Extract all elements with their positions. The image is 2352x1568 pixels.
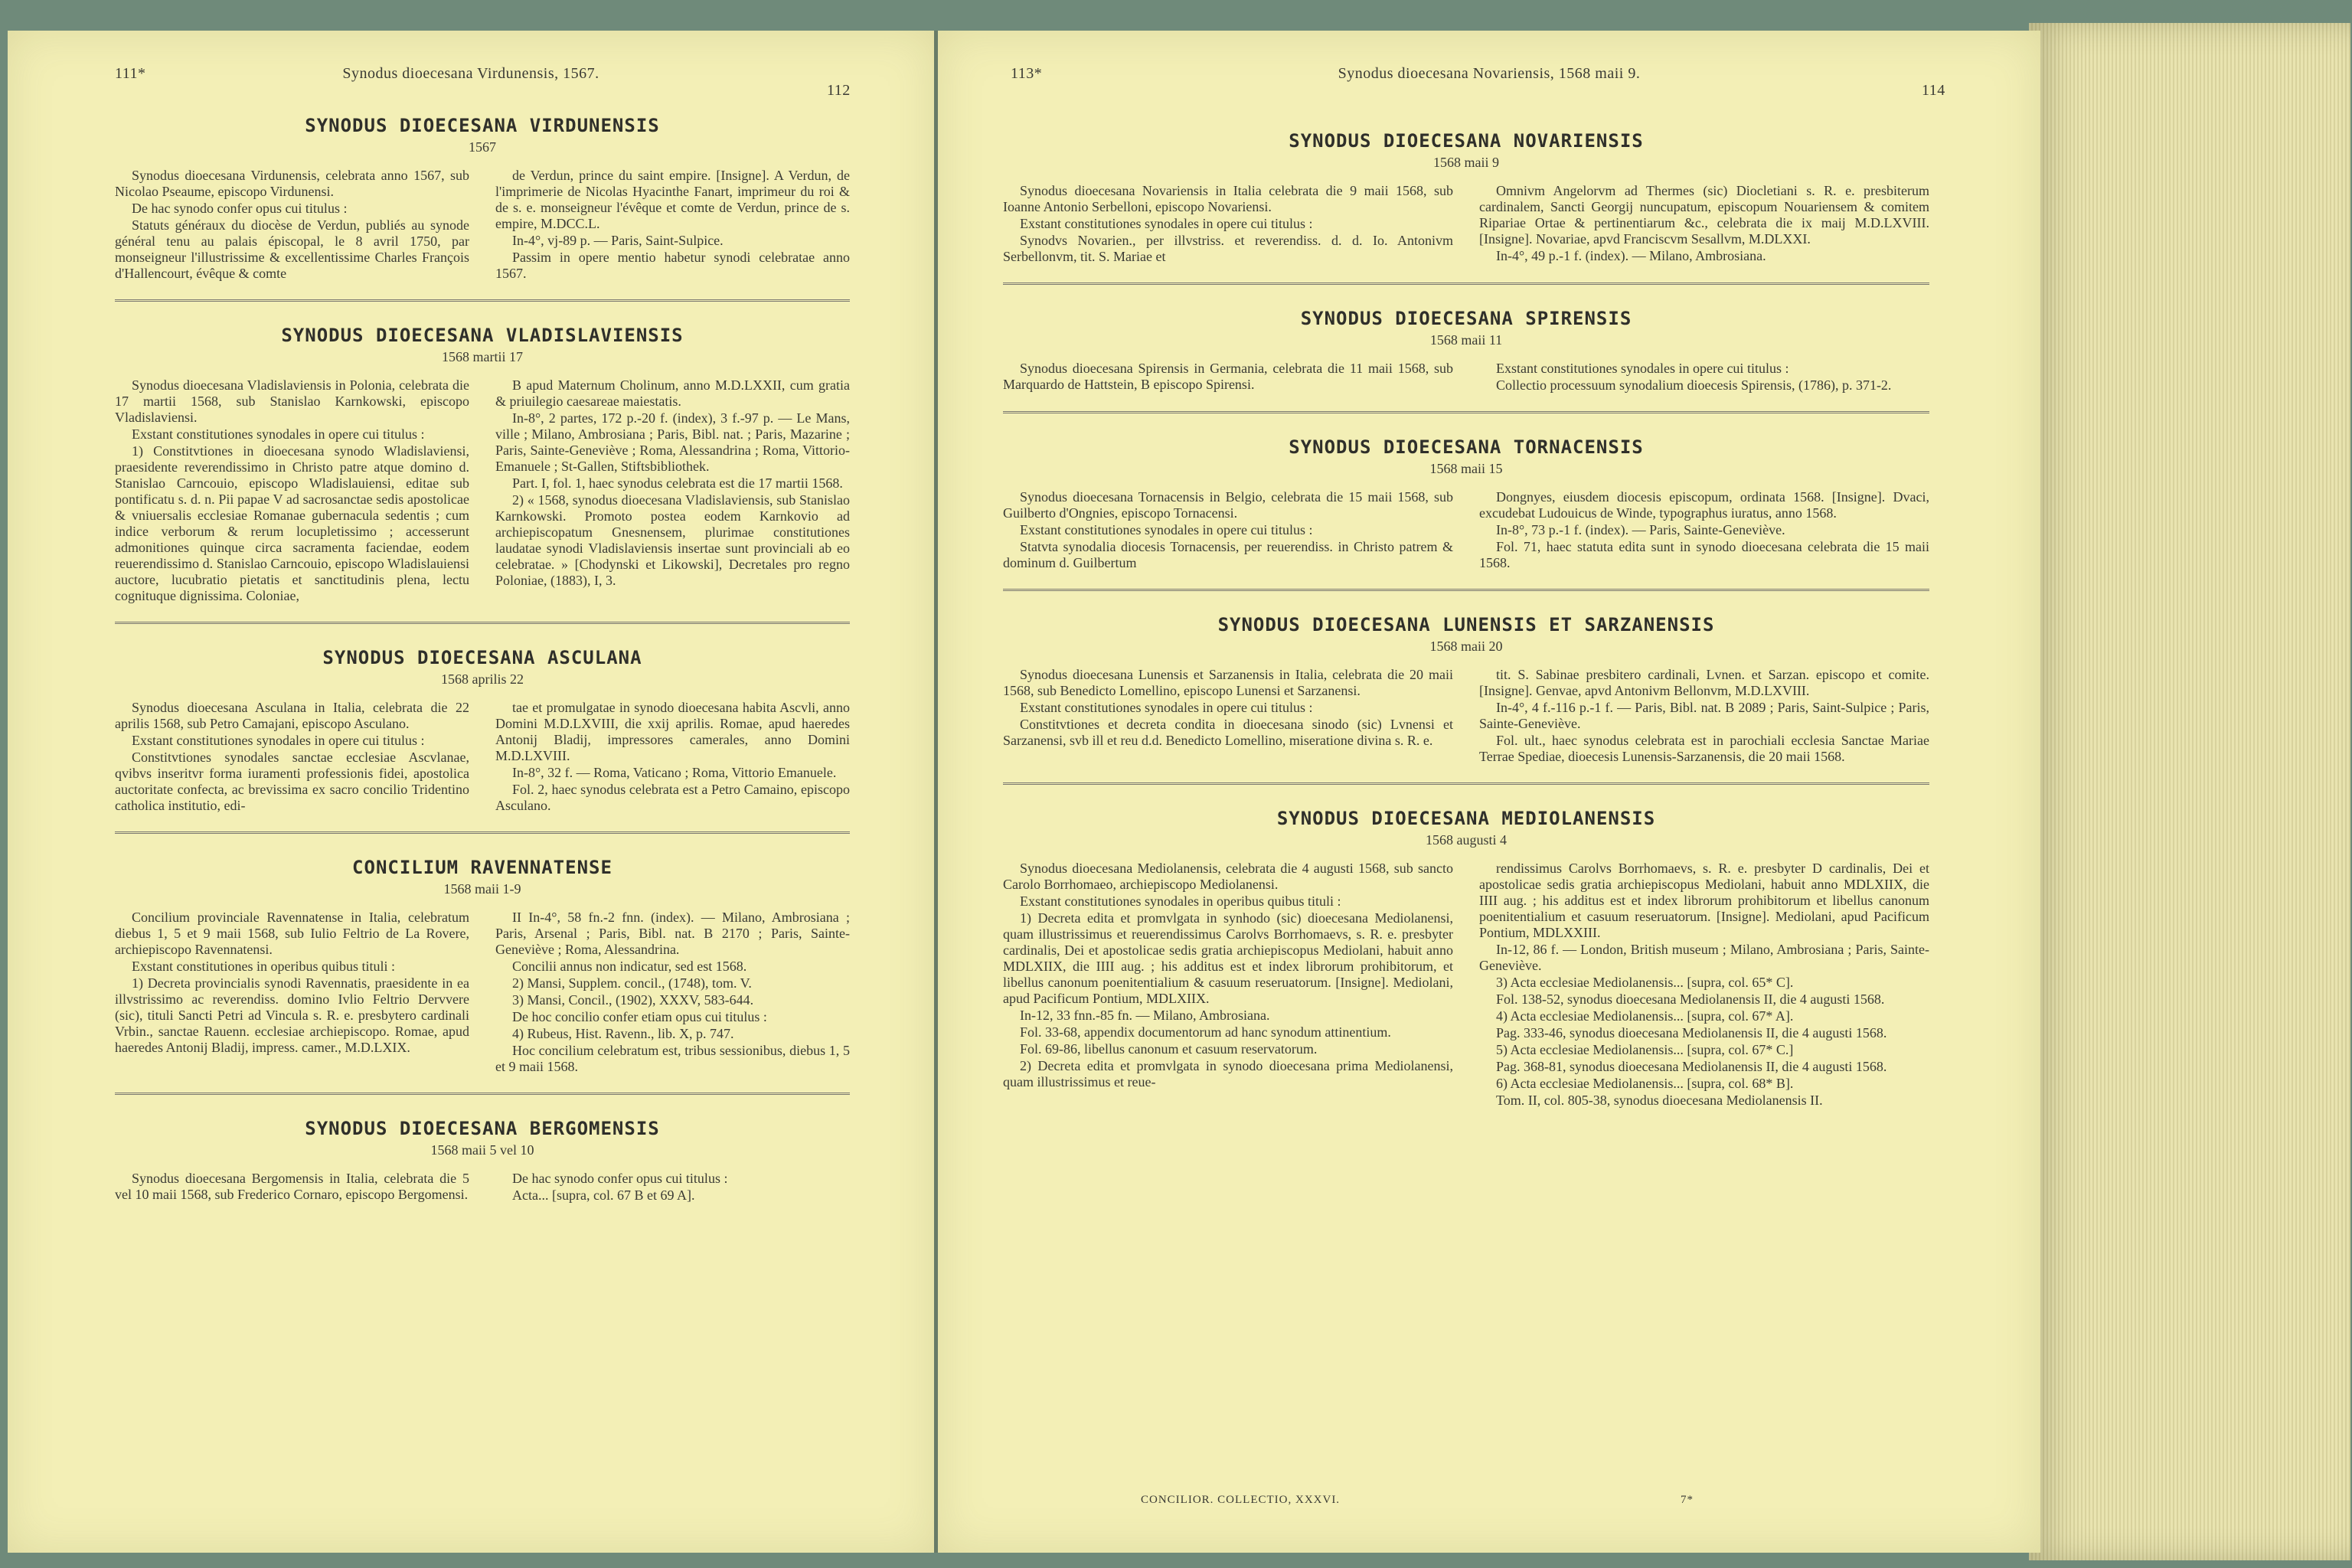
section-columns <box>115 377 850 605</box>
paragraph: Synodus dioecesana Vladislaviensis in Polonia, celebrata die 17 martii 1568, sub Stanislao Karnkowski, episcopo Vladislaviensi. <box>115 377 469 425</box>
section-title: SYNODUS DIOECESANA BERGOMENSIS <box>305 1118 660 1139</box>
section-title: SYNODUS DIOECESANA VIRDUNENSIS <box>305 115 660 136</box>
paragraph: Synodus dioecesana Virdunensis, celebrata anno 1567, sub Nicolao Pseaume, episcopo Virdunensi. <box>115 168 469 199</box>
paragraph: 3) Mansi, Concil., (1902), XXXV, 583-644. <box>512 992 754 1008</box>
paragraph: Fol. 69-86, libellus canonum et casuum reservatorum. <box>1020 1041 1318 1057</box>
paragraph: 1) Decreta edita et promvlgata in synhodo (sic) dioecesana Mediolanensi, quam illustrissimus et reuerendissimus Carolvs Borrhomaevs, s. R. e. presbyter cardinalis, Dei et apostolicae sedis gratia archiepiscopus Mediolani, habuit anno MDLXIIX, die IIII aug. ; his additus est et index librorum prohibitorum, et libellus canonum poenitentialium & casuum reseruatorum. [Insigne]. Mediolani, apud Pacificum Pontium, MDLXIIX. <box>1003 910 1453 1006</box>
section-title: CONCILIUM RAVENNATENSE <box>352 857 612 878</box>
text-column <box>115 1171 469 1204</box>
paragraph: Fol. 2, haec synodus celebrata est a Petro Camaino, episcopo Asculano. <box>495 782 850 813</box>
paragraph: Dongnyes, eiusdem diocesis episcopum, ordinata 1568. [Insigne]. Dvaci, excudebat Ludouicus de Winde, typographus iuratus, anno 1568. <box>1479 489 1929 521</box>
book-page-edges <box>2029 23 2350 1560</box>
section-date: 1568 maii 1-9 <box>443 881 521 897</box>
text-column <box>495 168 850 283</box>
paragraph: Fol. 33-68, appendix documentorum ad hanc synodum attinentium. <box>1020 1024 1391 1040</box>
text-column <box>1479 861 1929 1109</box>
paragraph: In-8°, 2 partes, 172 p.-20 f. (index), 3 f.-97 p. — Le Mans, ville ; Milano, Ambrosiana ; Paris, Bibl. nat. ; Paris, Mazarine ; Paris, Sainte-Geneviève ; Roma, Alessandrina ; Roma, Vittorio-Emanuele ; St-Gallen, Stiftsbibliothek. <box>495 410 850 474</box>
paragraph: In-4°, 49 p.-1 f. (index). — Milano, Ambrosiana. <box>1496 248 1766 263</box>
section-title: SYNODUS DIOECESANA ASCULANA <box>322 647 642 668</box>
section-title: SYNODUS DIOECESANA TORNACENSIS <box>1289 436 1644 458</box>
paragraph: 2) Decreta edita et promvlgata in synodo dioecesana prima Mediolanensi, quam illustrissimus et reue- <box>1003 1058 1453 1089</box>
left-sections <box>115 115 850 1204</box>
paragraph: De hac synodo confer opus cui titulus : <box>132 201 348 216</box>
paragraph: Synodvs Novarien., per illvstriss. et reverendiss. d. d. Io. Antonivm Serbellonvm, tit. S. Mariae et <box>1003 233 1453 264</box>
collection-footer: CONCILIOR. COLLECTIO, XXXVI. <box>1141 1494 1341 1506</box>
text-column <box>1479 361 1929 394</box>
paragraph: Synodus dioecesana Asculana in Italia, celebrata die 22 aprilis 1568, sub Petro Camajani, episcopo Asculano. <box>115 700 469 731</box>
text-column <box>495 700 850 815</box>
section-columns <box>115 700 850 815</box>
text-column <box>1003 489 1453 572</box>
paragraph: Fol. 138-52, synodus dioecesana Mediolanensis II, die 4 augusti 1568. <box>1496 991 1885 1007</box>
section-date: 1568 maii 9 <box>1433 155 1499 170</box>
paragraph: Pag. 368-81, synodus dioecesana Mediolanensis II, die 4 augusti 1568. <box>1496 1059 1887 1074</box>
paragraph: Acta... [supra, col. 67 B et 69 A]. <box>512 1187 695 1203</box>
section <box>1003 308 1929 413</box>
section-columns <box>1003 489 1929 572</box>
paragraph: Fol. ult., haec synodus celebrata est in parochiali ecclesia Sanctae Mariae Terrae Spediae, dioecesis Lunensis-Sarzanensis, die 20 maii 1568. <box>1479 733 1929 764</box>
text-column <box>495 910 850 1076</box>
paragraph: Exstant constitutiones synodales in opere cui titulus : <box>1020 522 1313 537</box>
text-column <box>1003 361 1453 394</box>
left-page <box>8 31 934 1553</box>
section <box>1003 614 1929 785</box>
paragraph: Concilii annus non indicatur, sed est 1568. <box>512 959 747 974</box>
paragraph: 6) Acta ecclesiae Mediolanensis... [supra, col. 68* B]. <box>1496 1076 1794 1091</box>
section-columns <box>1003 667 1929 766</box>
text-column <box>495 377 850 605</box>
page-number-right: 112 <box>827 82 851 99</box>
paragraph: II In-4°, 58 fn.-2 fnn. (index). — Milano, Ambrosiana ; Paris, Arsenal ; Paris, Bibl. nat. B 2170 ; Paris, Sainte-Geneviève ; Roma, Alessandrina. <box>495 910 850 957</box>
paragraph: Synodus dioecesana Bergomensis in Italia, celebrata die 5 vel 10 maii 1568, sub Frederico Cornaro, episcopo Bergomensi. <box>115 1171 469 1202</box>
text-column <box>115 168 469 283</box>
text-column <box>115 377 469 605</box>
section-columns <box>115 1171 850 1204</box>
section <box>115 857 850 1095</box>
section <box>115 1118 850 1204</box>
paragraph: Omnivm Angelorvm ad Thermes (sic) Diocletiani s. R. e. presbiterum cardinalem, Sancti Georgij nuncupatum, episcopum Nouariensem & comitem Ripariae Ortae & pertinentiarum &c., celebrata die ix maij M.D.LXVIII. [Insigne]. Novariae, apvd Franciscvm Sesallvm, M.DLXXI. <box>1479 183 1929 247</box>
paragraph: Statvta synodalia diocesis Tornacensis, per reuerendiss. in Christo patrem & dominum d. Guilbertum <box>1003 539 1453 570</box>
page-number-left: 111* <box>115 65 146 82</box>
paragraph: In-4°, vj-89 p. — Paris, Saint-Sulpice. <box>512 233 724 248</box>
section-date: 1567 <box>469 139 496 155</box>
section-divider <box>1003 782 1929 785</box>
paragraph: Synodus dioecesana Tornacensis in Belgio, celebrata die 15 maii 1568, sub Guilberto d'Ongnies, episcopo Tornacensi. <box>1003 489 1453 521</box>
paragraph: Exstant constitutiones synodales in opere cui titulus : <box>1496 361 1789 376</box>
section <box>1003 436 1929 591</box>
section-columns <box>1003 861 1929 1109</box>
paragraph: 5) Acta ecclesiae Mediolanensis... [supra, col. 67* C.] <box>1496 1042 1794 1057</box>
paragraph: 4) Acta ecclesiae Mediolanensis... [supra, col. 67* A]. <box>1496 1008 1794 1024</box>
section-divider <box>1003 411 1929 413</box>
paragraph: B apud Maternum Cholinum, anno M.D.LXXII, cum gratia & priuilegio caesareae maiestatis. <box>495 377 850 409</box>
paragraph: Hoc concilium celebratum est, tribus sessionibus, diebus 1, 5 et 9 maii 1568. <box>495 1043 850 1074</box>
section-divider <box>115 622 850 624</box>
section-date: 1568 maii 11 <box>1429 332 1503 348</box>
section-title: SYNODUS DIOECESANA SPIRENSIS <box>1300 308 1632 329</box>
text-column <box>1479 489 1929 572</box>
paragraph: Collectio processuum synodalium dioecesis Spirensis, (1786), p. 371-2. <box>1496 377 1892 393</box>
section-divider <box>115 299 850 302</box>
paragraph: In-8°, 73 p.-1 f. (index). — Paris, Sainte-Geneviève. <box>1496 522 1785 537</box>
signature-mark: 7* <box>1681 1494 1694 1506</box>
paragraph: Constitvtiones synodales sanctae ecclesiae Ascvlanae, qvibvs inseritvr forma iuramenti professionis fidei, apostolica auctoritate confecta, ac brevissima ex sacro concilio Tridentino catholica institutio, edi- <box>115 750 469 813</box>
section-title: SYNODUS DIOECESANA LUNENSIS ET SARZANENSIS <box>1217 614 1715 635</box>
paragraph: 2) « 1568, synodus dioecesana Vladislaviensis, sub Stanislao Karnkowski. Promoto postea eodem Karnkovio ad archiepiscopatum Gnesnensem, plurimae constitutiones laudatae synodi Vladislaviensis insertae sunt provinciali ab eo celebratae. » [Chodynski et Likowski], Decretales pro regno Poloniae, (1883), I, 3. <box>495 492 850 588</box>
paragraph: rendissimus Carolvs Borrhomaevs, s. R. e. presbyter D cardinalis, Dei et apostolicae sedis gratia archiepiscopus Mediolani, habuit anno MDLXIIX, die IIII aug. ; his additus est et index librorum prohibitorum et libellus canonum poenitentialium et casuum reseruatorum. [Insigne]. Mediolani, apud Pacificum Pontium, MDLXXIII. <box>1479 861 1929 940</box>
paragraph: 1) Decreta provincialis synodi Ravennatis, praesidente in ea illvstrissimo ac reverendiss. domino Ivlio Feltrio Dervvere (sic), tituli Sancti Petri ad Vincula s. R. e. presbytero cardinali Vrbin., sanctae Rauenn. ecclesiae archiepiscopo. Romae, apud haeredes Antonij Bladij, impress. camer., M.D.LXIX. <box>115 975 469 1055</box>
section-columns <box>1003 183 1929 266</box>
section-date: 1568 aprilis 22 <box>441 671 524 687</box>
right-page <box>938 31 2040 1553</box>
paragraph: de Verdun, prince du saint empire. [Insigne]. A Verdun, de l'imprimerie de Nicolas Hyacinthe Fanart, imprimeur du roi & de s. e. monseigneur l'évêque et comte de Verdun, prince de s. empire, M.DCC.L. <box>495 168 850 231</box>
paragraph: De hac synodo confer opus cui titulus : <box>512 1171 728 1186</box>
paragraph: In-12, 33 fnn.-85 fn. — Milano, Ambrosiana. <box>1020 1008 1270 1023</box>
paragraph: 1) Constitvtiones in dioecesana synodo Wladislaviensi, praesidente reverendissimo in Christo patre atque domino d. Stanislao Carncouio, episcopo Wladislauiensi, editae sub pontificatu s. d. n. Pii papae V ad sacrosanctae sedis apostolicae & vniuersalis ecclesiae Romanae gubernacula sedentis ; cum indice verborum & rerum locupletissimo ; accesserunt admonitiones quinque circa sacramenta faciendae, eodem reuerendissimo d. Stanislao Carncouio, episcopo Wladislauiensi auctore, lucubratio pietatis et sanctitudinis plena, lectu cognituque dignissima. Coloniae, <box>115 443 469 603</box>
text-column <box>495 1171 850 1204</box>
paragraph: Exstant constitutiones in operibus quibus tituli : <box>132 959 395 974</box>
paragraph: 3) Acta ecclesiae Mediolanensis... [supra, col. 65* C]. <box>1496 975 1794 990</box>
paragraph: Synodus dioecesana Novariensis in Italia celebrata die 9 maii 1568, sub Ioanne Antonio Serbelloni, episcopo Novariensi. <box>1003 183 1453 214</box>
text-column <box>1479 667 1929 766</box>
text-column <box>115 700 469 815</box>
paragraph: Fol. 71, haec statuta edita sunt in synodo dioecesana celebrata die 15 maii 1568. <box>1479 539 1929 570</box>
text-column <box>1479 183 1929 266</box>
paragraph: In-12, 86 f. — London, British museum ; Milano, Ambrosiana ; Paris, Sainte-Geneviève. <box>1479 942 1929 973</box>
running-header-right <box>938 65 2040 99</box>
section-divider <box>1003 283 1929 285</box>
paragraph: Exstant constitutiones synodales in opere cui titulus : <box>1020 700 1313 715</box>
section-title: SYNODUS DIOECESANA NOVARIENSIS <box>1289 130 1644 152</box>
paragraph: 4) Rubeus, Hist. Ravenn., lib. X, p. 747. <box>512 1026 734 1041</box>
text-column <box>1003 183 1453 266</box>
section-columns <box>1003 361 1929 394</box>
section <box>1003 808 1929 1109</box>
running-header-left <box>8 65 934 99</box>
page-number-left: 113* <box>1011 65 1043 82</box>
paragraph: Synodus dioecesana Mediolanensis, celebrata die 4 augusti 1568, sub sancto Carolo Borrhomaeo, archiepiscopo Mediolanensi. <box>1003 861 1453 892</box>
paragraph: Passim in opere mentio habetur synodi celebratae anno 1567. <box>495 250 850 281</box>
paragraph: Synodus dioecesana Spirensis in Germania, celebrata die 11 maii 1568, sub Marquardo de Hattstein, B episcopo Spirensi. <box>1003 361 1453 392</box>
section <box>115 325 850 624</box>
section-columns <box>115 168 850 283</box>
right-sections <box>1003 130 1929 1109</box>
section-divider <box>115 1093 850 1095</box>
paragraph: Exstant constitutiones synodales in opere cui titulus : <box>1020 216 1313 231</box>
section-divider <box>1003 589 1929 591</box>
section-divider <box>115 831 850 834</box>
section <box>115 115 850 302</box>
paragraph: In-4°, 4 f.-116 p.-1 f. — Paris, Bibl. nat. B 2089 ; Paris, Saint-Sulpice ; Paris, Sainte-Geneviève. <box>1479 700 1929 731</box>
section <box>115 647 850 834</box>
paragraph: In-8°, 32 f. — Roma, Vaticano ; Roma, Vittorio Emanuele. <box>512 765 837 780</box>
section-date: 1568 maii 20 <box>1429 639 1503 654</box>
paragraph: De hoc concilio confer etiam opus cui titulus : <box>512 1009 767 1024</box>
section <box>1003 130 1929 285</box>
paragraph: Constitvtiones et decreta condita in dioecesana sinodo (sic) Lvnensi et Sarzanensi, svb ill et reu d.d. Benedicto Lomellino, miseratione divina s. R. e. <box>1003 717 1453 748</box>
page-number-right: 114 <box>1922 82 1945 99</box>
running-title-right: Synodus dioecesana Novariensis, 1568 maii 9. <box>1338 65 1641 82</box>
paragraph: Concilium provinciale Ravennatense in Italia, celebratum diebus 1, 5 et 9 maii 1568, sub Iulio Feltrio de La Rovere, archiepiscopo Ravennatensi. <box>115 910 469 957</box>
text-column <box>1003 667 1453 766</box>
paragraph: Synodus dioecesana Lunensis et Sarzanensis in Italia, celebrata die 20 maii 1568, sub Benedicto Lomellino, episcopo Lunensi et Sarzanensi. <box>1003 667 1453 698</box>
paragraph: 2) Mansi, Supplem. concil., (1748), tom. V. <box>512 975 752 991</box>
paragraph: Pag. 333-46, synodus dioecesana Mediolanensis II, die 4 augusti 1568. <box>1496 1025 1887 1040</box>
text-column <box>1003 861 1453 1109</box>
paragraph: Exstant constitutiones synodales in opere cui titulus : <box>132 733 425 748</box>
section-title: SYNODUS DIOECESANA MEDIOLANENSIS <box>1276 808 1656 829</box>
paragraph: tae et promulgatae in synodo dioecesana habita Ascvli, anno Domini M.D.LXVIII, die xxij aprilis. Romae, apud haeredes Antonij Bladij, impressores camerales, anno Domini M.D.LXVIII. <box>495 700 850 763</box>
paragraph: Tom. II, col. 805-38, synodus dioecesana Mediolanensis II. <box>1496 1093 1823 1108</box>
section-date: 1568 maii 5 vel 10 <box>430 1142 534 1158</box>
paragraph: Part. I, fol. 1, haec synodus celebrata est die 17 martii 1568. <box>512 475 843 491</box>
section-title: SYNODUS DIOECESANA VLADISLAVIENSIS <box>281 325 684 346</box>
section-date: 1568 martii 17 <box>442 349 523 364</box>
running-title-left: Synodus dioecesana Virdunensis, 1567. <box>342 65 599 82</box>
paragraph: Exstant constitutiones synodales in operibus quibus tituli : <box>1020 893 1341 909</box>
text-column <box>115 910 469 1076</box>
section-date: 1568 maii 15 <box>1429 461 1503 476</box>
section-columns <box>115 910 850 1076</box>
section-date: 1568 augusti 4 <box>1426 832 1507 848</box>
paragraph: tit. S. Sabinae presbitero cardinali, Lvnen. et Sarzan. episcopo et comite. [Insigne]. Genvae, apvd Antonivm Bellonvm, M.D.LXVIII. <box>1479 667 1929 698</box>
paragraph: Exstant constitutiones synodales in opere cui titulus : <box>132 426 425 442</box>
paragraph: Statuts généraux du diocèse de Verdun, publiés au synode général tenu au palais épiscopal, le 8 avril 1750, par monseigneur l'illustrissime & excellentissime Charles François d'Hallencourt, évêque & comte <box>115 217 469 281</box>
